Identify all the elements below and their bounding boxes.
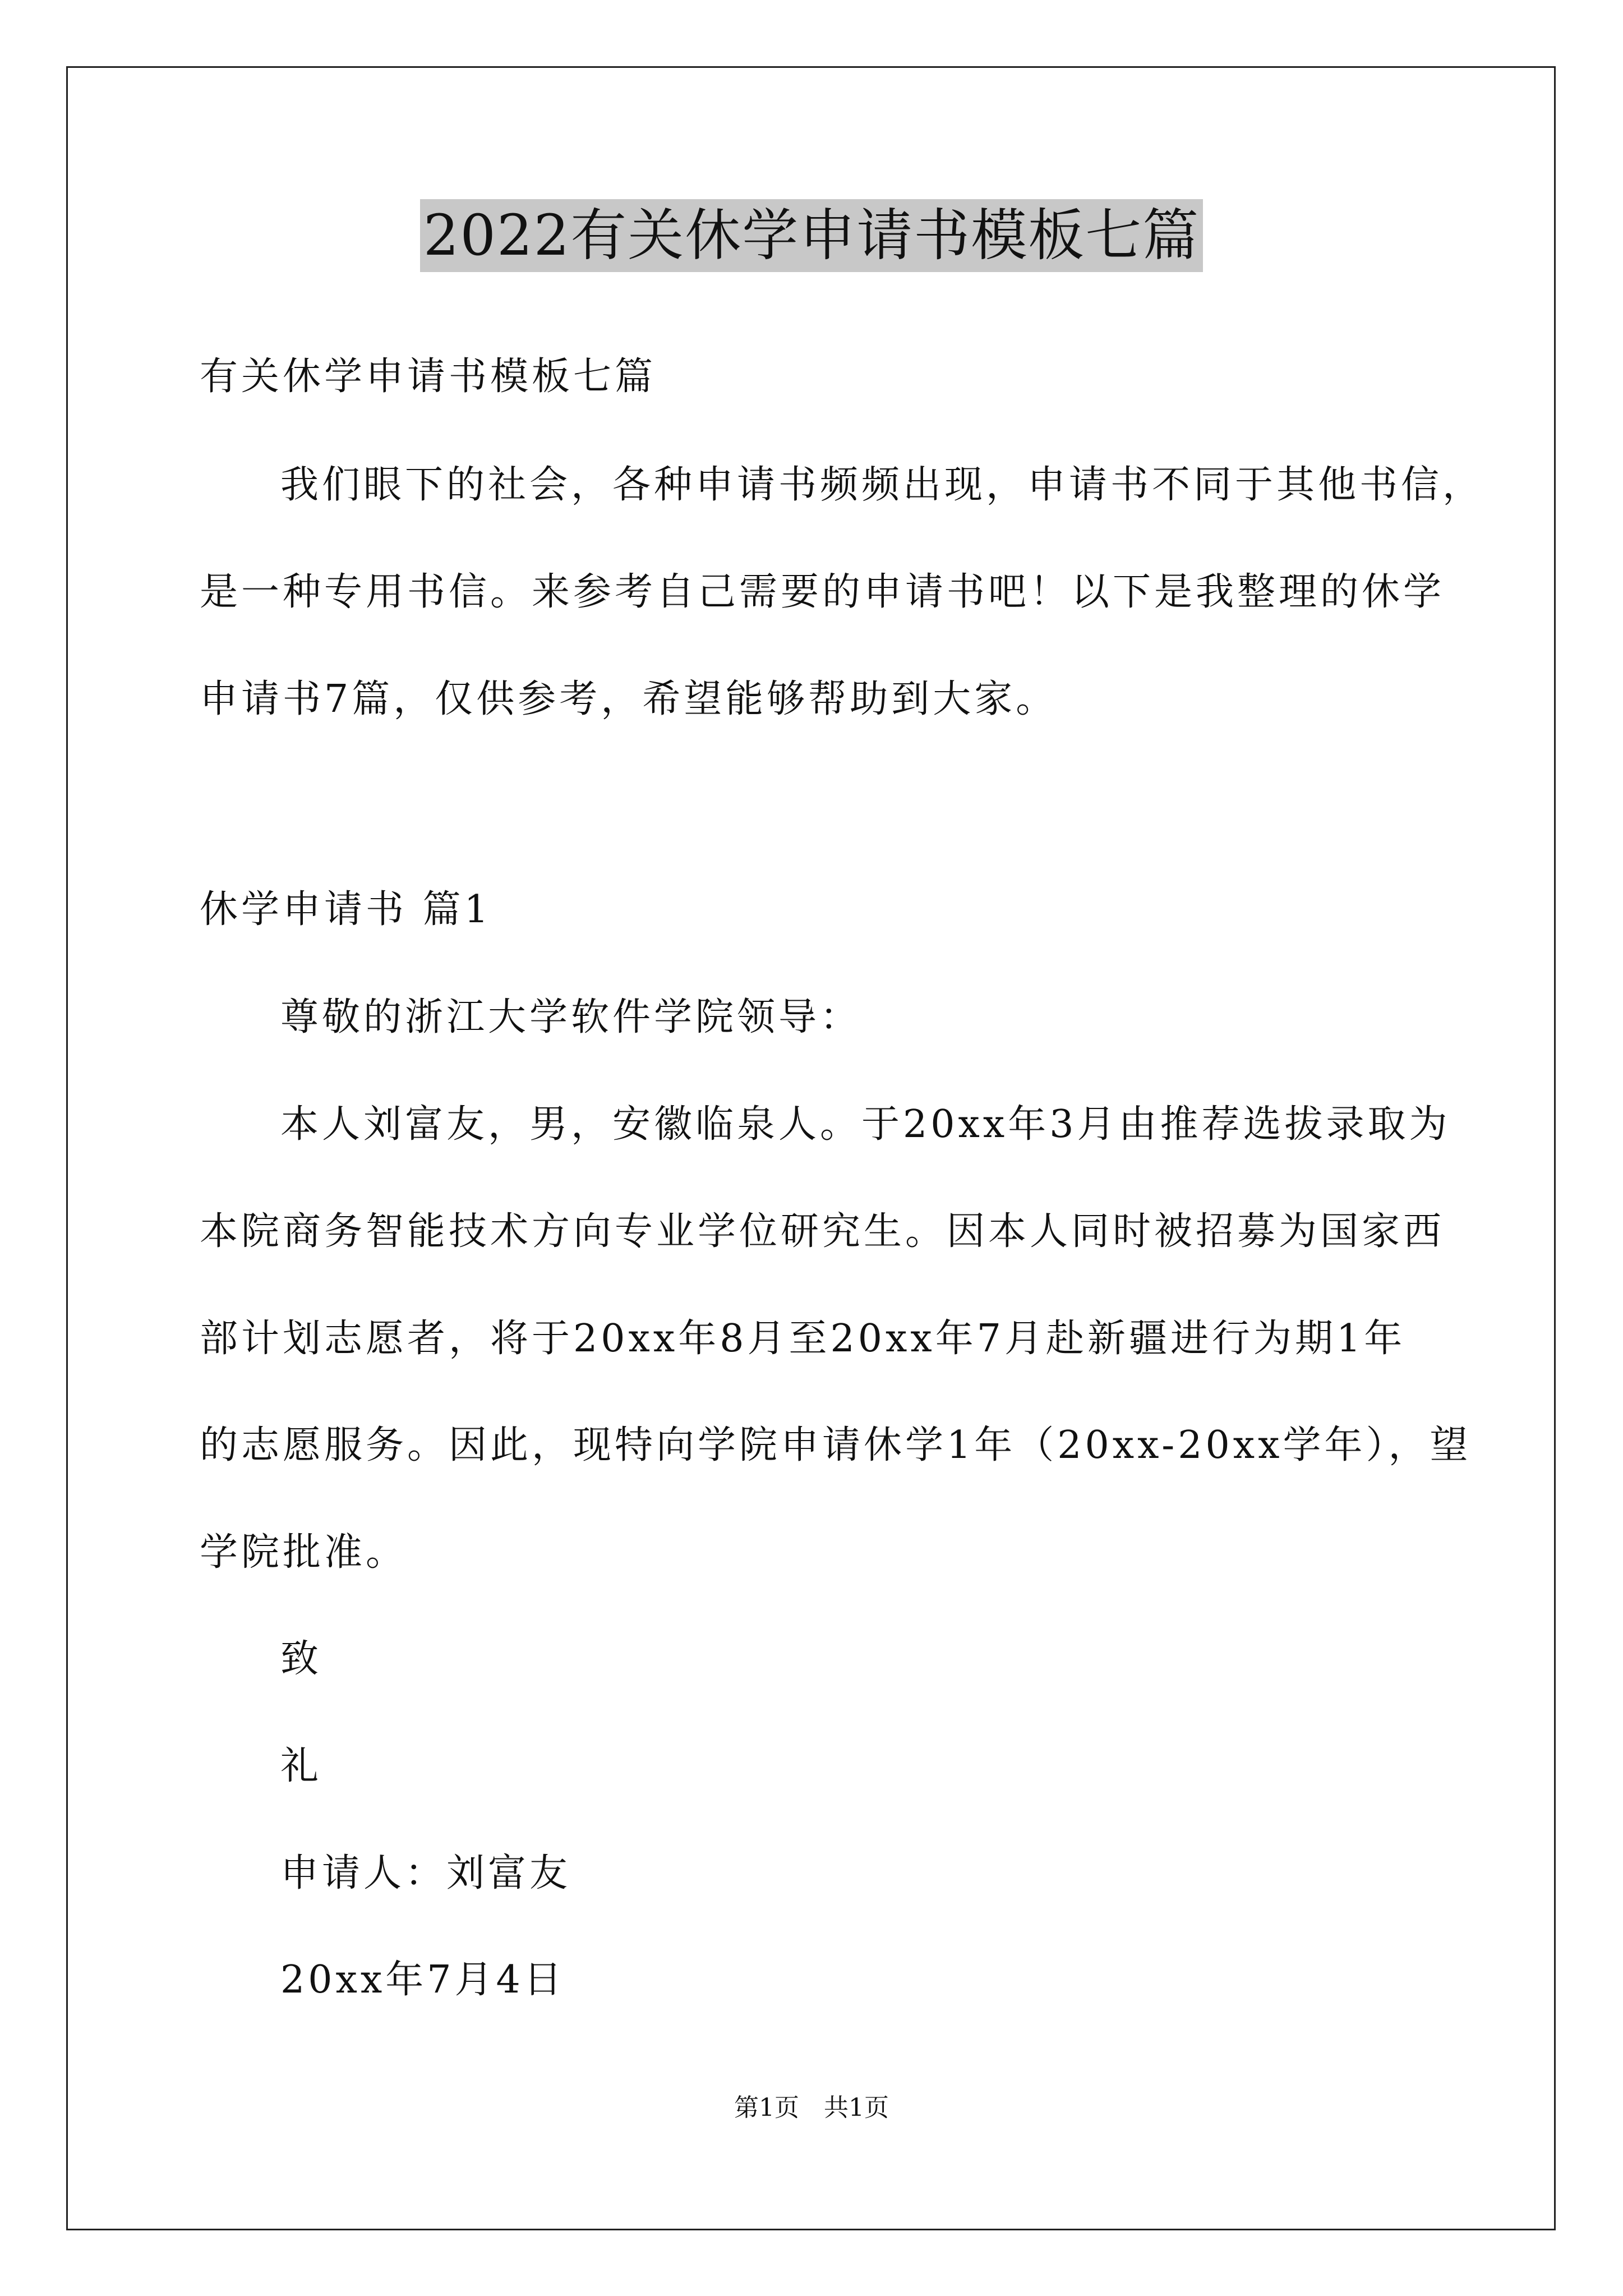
salutation: 尊敬的浙江大学软件学院领导： (280, 995, 862, 1039)
application-date: 20xx年7月4日 (280, 1958, 565, 2002)
body-line: 学院批准。 (200, 1530, 408, 1575)
body-line: 的志愿服务。因此，现特向学院申请休学1年（20xx-20xx学年），望 (200, 1423, 1472, 1467)
body-line: 部计划志愿者，将于20xx年8月至20xx年7月赴新疆进行为期1年 (200, 1317, 1406, 1361)
title-container (0, 199, 1623, 272)
applicant-signature: 申请人：刘富友 (280, 1851, 571, 1895)
intro-line: 申请书7篇，仅供参考，希望能够帮助到大家。 (200, 677, 1058, 721)
intro-line: 是一种专用书信。来参考自己需要的申请书吧！以下是我整理的休学 (200, 570, 1445, 614)
document-title: 2022有关休学申请书模板七篇 (420, 199, 1204, 272)
document-subtitle: 有关休学申请书模板七篇 (200, 355, 657, 399)
body-line: 本院商务智能技术方向专业学位研究生。因本人同时被招募为国家西 (200, 1209, 1445, 1254)
closing-zhi: 致 (280, 1637, 322, 1681)
section-heading: 休学申请书 篇1 (200, 887, 492, 932)
body-line: 本人刘富友，男，安徽临泉人。于20xx年3月由推荐选拔录取为 (280, 1102, 1451, 1147)
intro-line: 我们眼下的社会，各种申请书频频出现，申请书不同于其他书信， (280, 463, 1484, 507)
closing-li: 礼 (280, 1744, 322, 1788)
page-number: 第1页 共1页 (734, 2093, 889, 2122)
